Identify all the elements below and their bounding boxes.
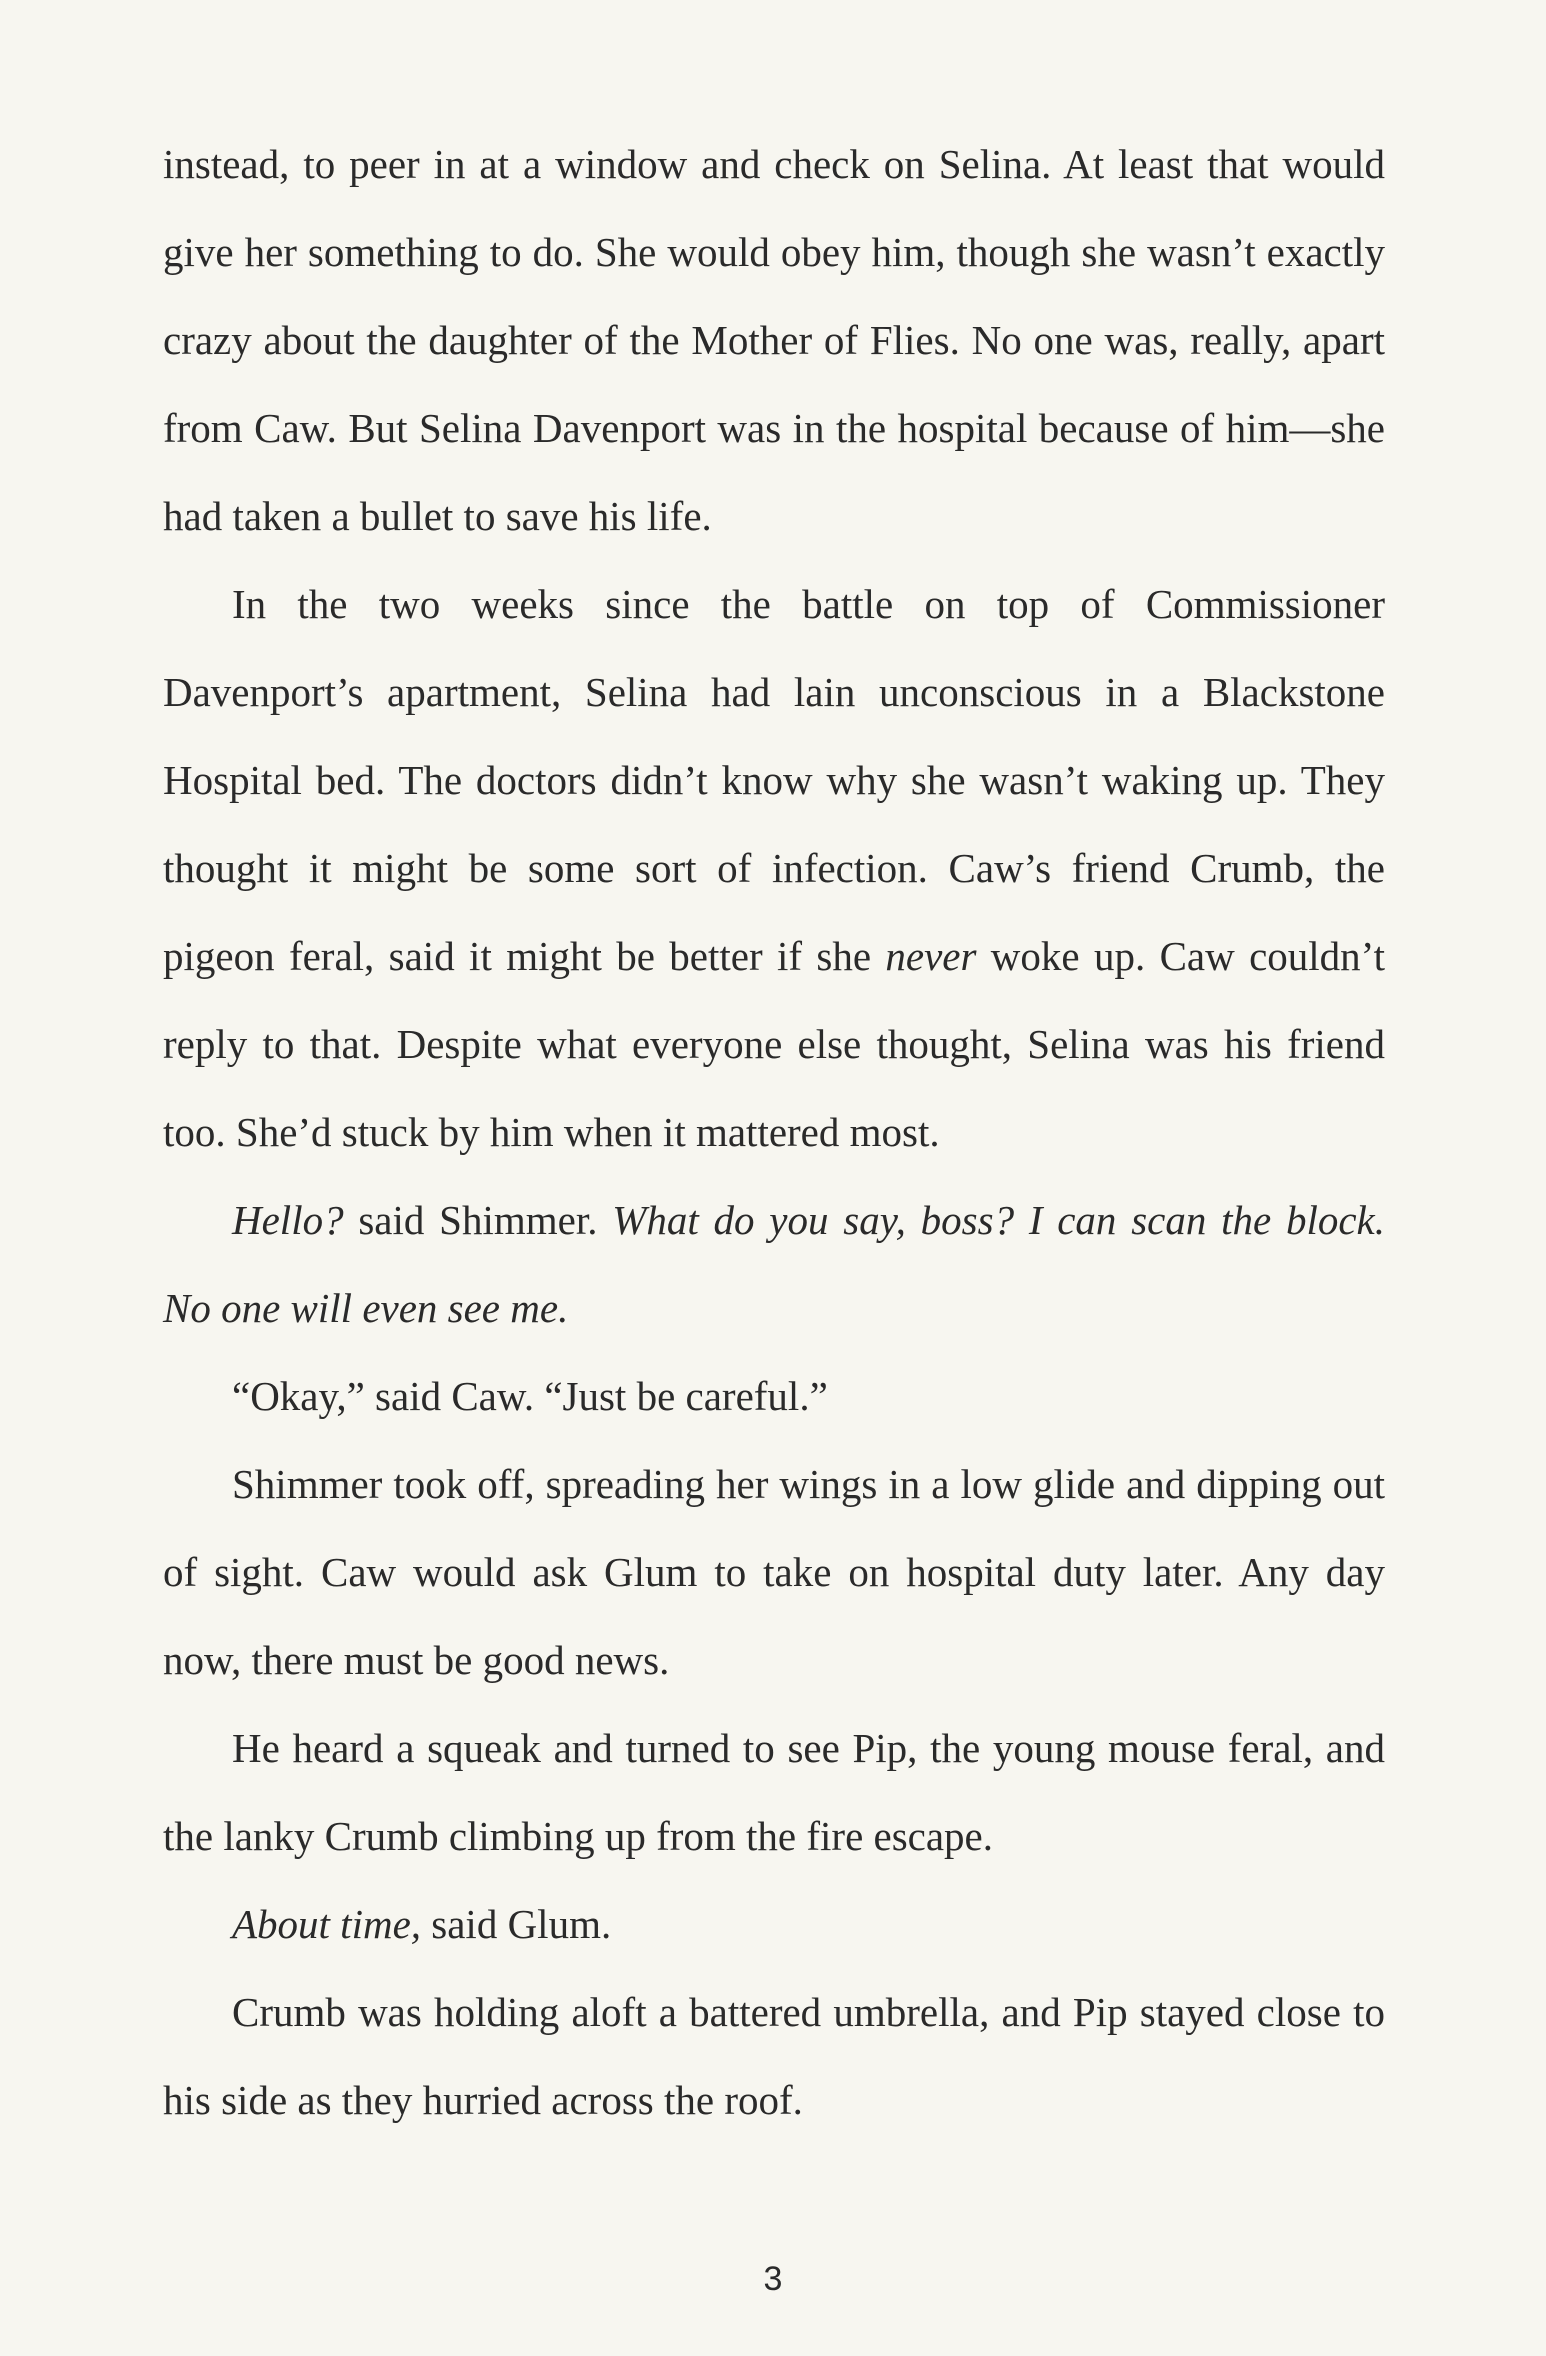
paragraph-8 bbox=[163, 1968, 1385, 2144]
text-run: In the two weeks since the battle on top of Commissioner Davenport’s apartment, Selina had lain unconscious in a Blackstone Hospital bed. The doctors didn’t know why she wasn’t waking up. They thought it might be some sort of infection. Caw’s friend Crumb, the pigeon feral, said it might be better if she bbox=[163, 581, 1385, 979]
paragraph-1 bbox=[163, 120, 1385, 560]
text-run: “Okay,” said Caw. “Just be careful.” bbox=[232, 1373, 828, 1419]
text-run: instead, to peer in at a window and check on Selina. At least that would give her something to do. She would obey him, though she wasn’t exactly crazy about the daughter of the Mother of Flies. No one was, really, apart from Caw. But Selina Davenport was in the hospital because of him—she had taken a bullet to save his life. bbox=[163, 141, 1385, 539]
paragraph-7 bbox=[163, 1880, 1385, 1968]
paragraph-2 bbox=[163, 560, 1385, 1176]
body-text bbox=[163, 120, 1385, 2144]
paragraph-4 bbox=[163, 1352, 1385, 1440]
italic-run: never bbox=[885, 933, 977, 979]
italic-run: Hello? bbox=[232, 1197, 344, 1243]
text-run: He heard a squeak and turned to see Pip, the young mouse feral, and the lanky Crumb climbing up from the fire escape. bbox=[163, 1725, 1385, 1859]
text-run: said Glum. bbox=[421, 1901, 612, 1947]
text-run: said Shimmer. bbox=[343, 1197, 613, 1243]
italic-run: About time, bbox=[232, 1901, 422, 1947]
text-run: woke up. Caw couldn’t reply to that. Despite what everyone else thought, Selina was his friend too. She’d stuck by him when it mattered most. bbox=[163, 933, 1385, 1155]
paragraph-6 bbox=[163, 1704, 1385, 1880]
text-run: Crumb was holding aloft a battered umbrella, and Pip stayed close to his side as they hurried across the roof. bbox=[163, 1989, 1385, 2123]
italic-run: What do you say, boss? I can scan the block. No one will even see me. bbox=[163, 1197, 1385, 1331]
paragraph-3 bbox=[163, 1176, 1385, 1352]
text-run: Shimmer took off, spreading her wings in a low glide and dipping out of sight. Caw would ask Glum to take on hospital duty later. Any day now, there must be good news. bbox=[163, 1461, 1385, 1683]
paragraph-5 bbox=[163, 1440, 1385, 1704]
page-number: 3 bbox=[763, 2260, 783, 2298]
